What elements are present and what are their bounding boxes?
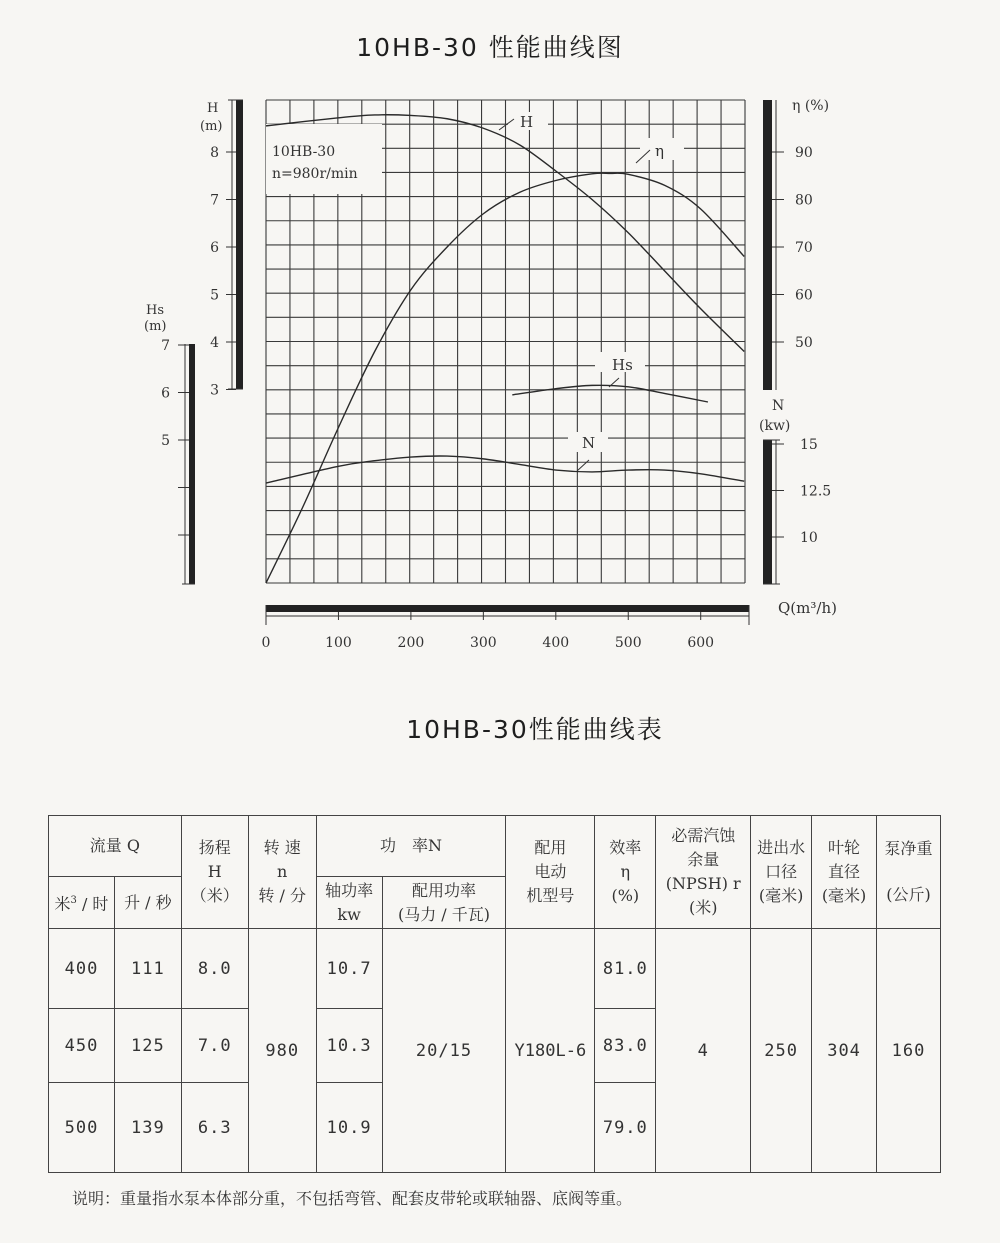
header-npsh [656, 816, 751, 929]
tick-label: 5 [210, 287, 219, 304]
header-impeller-line3: (毫米) [821, 886, 867, 905]
tick-label: 6 [161, 385, 170, 402]
cell-head: 8.0 [181, 929, 248, 1009]
header-npsh-line3: (NPSH) r [665, 874, 741, 893]
curve-label-N: N [582, 434, 596, 452]
N-axis [759, 398, 831, 584]
tick-label: 8 [210, 145, 219, 161]
cell-q-m3h: 450 [49, 1009, 115, 1083]
cell-shaft-kw: 10.7 [316, 929, 382, 1009]
header-shaft-power [316, 877, 382, 929]
header-matched-line2: (马力 / 千瓦) [397, 904, 491, 924]
tick-label: 50 [795, 335, 813, 351]
header-head-line2: H [207, 862, 222, 881]
header-motor-line2: 电动 [534, 862, 567, 881]
header-port-line2: 口径 [765, 862, 798, 881]
header-eff-line1: 效率 [609, 838, 642, 857]
N-axis-unit: (kw) [759, 418, 791, 434]
cell-motor: Y180L-6 [506, 929, 595, 1173]
header-port-line3: (毫米) [758, 886, 804, 905]
tick-label: 300 [469, 635, 497, 651]
Hs-axis-unit: (m) [144, 319, 167, 334]
header-flow-m3h: 米$^3$ / 时 [49, 877, 115, 929]
annotation-model: 10HB-30 [272, 144, 336, 160]
header-efficiency [595, 816, 656, 929]
tick-label: 6 [210, 240, 219, 256]
annotation-speed: n=980r/min [272, 166, 358, 182]
cell-npsh: 4 [656, 929, 751, 1173]
header-motor-line1: 配用 [534, 838, 567, 857]
tick-label: 80 [795, 192, 813, 209]
header-weight [877, 816, 941, 929]
cell-q-m3h: 500 [49, 1083, 115, 1173]
cell-q-ls: 111 [114, 929, 181, 1009]
cell-head: 7.0 [181, 1009, 248, 1083]
tick-label: 15 [800, 437, 818, 453]
N-axis-label: N [772, 398, 785, 414]
cell-head: 6.3 [181, 1083, 248, 1173]
header-power: 功 率N [316, 816, 506, 877]
H-axis [200, 100, 243, 399]
cell-q-ls: 125 [114, 1009, 181, 1083]
cell-impeller-dia: 304 [812, 929, 877, 1173]
header-matched-line1: 配用功率 [411, 880, 476, 900]
tick-label: 10 [800, 530, 818, 546]
header-eff-line2: η [620, 862, 631, 881]
header-speed-line2: n [277, 862, 288, 881]
tick-label: 12.5 [800, 483, 832, 500]
header-head-line3: （米） [190, 886, 239, 905]
header-speed [248, 816, 316, 929]
cell-weight: 160 [877, 929, 941, 1173]
header-shaft-line2: kw [337, 904, 361, 924]
tick-label: 70 [795, 240, 813, 256]
header-port-line1: 进出水 [757, 838, 806, 857]
Hs-axis-label: Hs [146, 303, 165, 318]
header-flow: 流量 Q [49, 816, 182, 877]
cell-port-dia: 250 [751, 929, 812, 1173]
eta-axis [763, 98, 829, 390]
header-eff-line3: (%) [611, 886, 640, 905]
cell-q-m3h: 400 [49, 929, 115, 1009]
cell-eff: 81.0 [595, 929, 656, 1009]
table-row [49, 929, 941, 1009]
eta-axis-label: η (%) [792, 98, 830, 114]
tick-label: 4 [210, 335, 219, 351]
header-impeller-line2: 直径 [828, 862, 861, 881]
cell-eff: 79.0 [595, 1083, 656, 1173]
Hs-axis [144, 303, 195, 584]
header-speed-line1: 转 速 [263, 838, 301, 857]
header-motor [506, 816, 595, 929]
header-port-diameter [751, 816, 812, 929]
tick-label: 7 [210, 192, 219, 209]
header-npsh-line1: 必需汽蚀 [671, 826, 736, 845]
header-npsh-line4: (米) [688, 898, 718, 917]
cell-q-ls: 139 [114, 1083, 181, 1173]
Q-axis-label: Q(m³/h) [778, 599, 837, 617]
header-motor-line3: 机型号 [526, 886, 575, 905]
header-matched-power [382, 877, 506, 929]
tick-label: 400 [542, 635, 570, 651]
tick-label: 100 [325, 635, 352, 651]
header-npsh-line2: 余量 [687, 850, 720, 869]
header-weight-line2: (公斤) [886, 885, 931, 904]
tick-label: 3 [210, 382, 219, 399]
curve-Hs [512, 385, 708, 402]
curve-label-H: H [520, 113, 534, 131]
cell-speed: 980 [248, 929, 316, 1173]
tick-label: 90 [795, 145, 813, 161]
chart-title: 10HB-30 性能曲线图 [356, 33, 624, 62]
H-axis-unit: (m) [200, 119, 223, 134]
tick-label: 5 [161, 433, 170, 449]
header-head [181, 816, 248, 929]
header-head-line1: 扬程 [198, 838, 231, 857]
tick-label: 500 [614, 635, 642, 651]
header-shaft-line1: 轴功率 [325, 880, 374, 900]
footnote: 说明：重量指水泵本体部分重，不包括弯管、配套皮带轮或联轴器、底阀等重。 [72, 1189, 633, 1208]
tick-label: 7 [161, 338, 170, 354]
header-speed-line3: 转 / 分 [258, 886, 306, 905]
tick-label: 60 [795, 287, 813, 304]
header-flow-ls: 升 / 秒 [114, 877, 181, 929]
cell-shaft-kw: 10.3 [316, 1009, 382, 1083]
tick-label: 0 [261, 635, 271, 651]
curve-label-eta: η [655, 142, 664, 160]
H-axis-label: H [207, 101, 219, 116]
cell-shaft-kw: 10.9 [316, 1083, 382, 1173]
curve-label-Hs: Hs [612, 356, 633, 374]
header-impeller-diameter [812, 816, 877, 929]
performance-table [48, 815, 941, 1173]
tick-label: 200 [397, 635, 425, 651]
tick-label: 600 [687, 635, 715, 651]
cell-eff: 83.0 [595, 1009, 656, 1083]
header-impeller-line1: 叶轮 [828, 838, 861, 857]
cell-matched-power: 20/15 [382, 929, 506, 1173]
header-weight-line1: 泵净重 [884, 839, 933, 858]
table-title: 10HB-30性能曲线表 [406, 715, 664, 744]
table-header-row-1 [49, 816, 941, 877]
Q-axis [262, 599, 837, 651]
